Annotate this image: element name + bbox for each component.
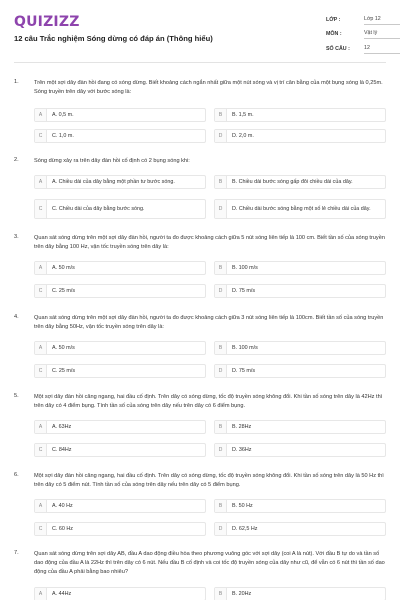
- option-letter: C: [35, 285, 47, 297]
- option-b[interactable]: [214, 108, 386, 122]
- meta-count-label: SỐ CÂU :: [326, 46, 350, 52]
- option-c[interactable]: [34, 284, 206, 298]
- option-letter: D: [215, 365, 227, 377]
- meta-subject-value: Vật lý: [364, 30, 400, 39]
- option-a[interactable]: [34, 499, 206, 513]
- option-letter: D: [215, 285, 227, 297]
- option-letter: C: [35, 444, 47, 456]
- option-text: C. 1,0 m.: [52, 132, 74, 139]
- question-text: Một sợi dây đàn hồi căng ngang, hai đầu cố định. Trên dây có sóng dừng, tốc độ truyền sóng không đổi. Khi tần số sóng trên dây là 42Hz thì trên dây có 4 điểm bụng. Tính tần số của sóng trên dây nếu trên dây có 6 điểm bụng.: [34, 394, 383, 409]
- meta-class-value: Lớp 12: [364, 16, 400, 25]
- meta-count-value: 12: [364, 45, 400, 54]
- option-letter: B: [215, 109, 227, 121]
- question-number: 7.: [14, 550, 19, 556]
- option-text: B. 20Hz: [232, 590, 252, 597]
- option-letter: C: [35, 523, 47, 535]
- option-letter: B: [215, 588, 227, 600]
- option-text: D. 75 m/s: [232, 287, 256, 294]
- option-d[interactable]: [214, 199, 386, 219]
- question-text: Một sợi dây đàn hồi căng ngang, hai đầu cố định. Trên dây có sóng dừng, tốc độ truyền sóng không đổi. Khi tần số sóng trên dây là 50 Hz thì trên dây có 5 điểm nút. Tính tần số của sóng trên dây nếu trên dây có 5 điểm bụng.: [34, 473, 384, 488]
- question-number: 4.: [14, 314, 19, 320]
- option-text: B. 1,5 m.: [232, 111, 254, 118]
- option-text: A. 40 Hz: [52, 502, 73, 509]
- option-text: C. 84Hz: [52, 446, 72, 453]
- question-text: Quan sát sóng dừng trên một sợi dây đàn hồi, người ta đo được khoảng cách giữa 5 nút sóng liên tiếp là 100 cm. Biết tần số của sóng truyền trên dây bằng 100 Hz, vận tốc truyền sóng trên dây là:: [34, 235, 385, 250]
- question-number: 1.: [14, 79, 19, 85]
- option-c[interactable]: [34, 522, 206, 536]
- question-number: 3.: [14, 234, 19, 240]
- option-letter: D: [215, 200, 227, 218]
- option-text: D. Chiều dài bước sóng bằng một số lẻ chiều dài của dây.: [232, 205, 371, 212]
- option-letter: D: [215, 523, 227, 535]
- option-d[interactable]: [214, 129, 386, 143]
- option-letter: A: [35, 176, 47, 188]
- option-a[interactable]: [34, 175, 206, 189]
- option-letter: A: [35, 588, 47, 600]
- meta-subject-label: MÔN :: [326, 31, 342, 37]
- option-a[interactable]: [34, 587, 206, 600]
- worksheet-header: [0, 0, 400, 62]
- option-text: D. 62,5 Hz: [232, 525, 258, 532]
- option-text: C. 60 Hz: [52, 525, 73, 532]
- question-text: Sóng dừng xảy ra trên dây đàn hồi cố định có 2 bụng sóng khi:: [34, 158, 190, 164]
- meta-class: [326, 16, 381, 23]
- option-letter: D: [215, 130, 227, 142]
- option-letter: B: [215, 176, 227, 188]
- option-text: D. 75 m/s: [232, 367, 256, 374]
- question-number: 5.: [14, 393, 19, 399]
- option-b[interactable]: [214, 341, 386, 355]
- option-d[interactable]: [214, 522, 386, 536]
- option-text: A. 44Hz: [52, 590, 72, 597]
- option-text: A. Chiều dài của dây bằng một phần tư bước sóng.: [52, 178, 175, 185]
- option-letter: B: [215, 500, 227, 512]
- question-text: Quan sát sóng dừng trên một sợi dây đàn hồi, người ta đo được khoảng cách giữa 3 nút sóng liên tiếp là 100cm. Biết tần số của sóng truyền trên dây bằng 50Hz, vận tốc truyền sóng trên dây là:: [34, 315, 384, 330]
- option-c[interactable]: [34, 129, 206, 143]
- option-text: B. 100 m/s: [232, 264, 258, 271]
- header-divider: [14, 62, 386, 63]
- question-text: Trên một sợi dây đàn hồi đang có sóng dừng. Biết khoảng cách ngắn nhất giữa một nút sóng và vị trí cân bằng của một bụng sóng là 0,25m. Sóng truyền trên dây với bước sóng là:: [34, 80, 383, 95]
- meta-class-label: LỚP :: [326, 17, 341, 23]
- option-c[interactable]: [34, 443, 206, 457]
- option-text: D. 36Hz: [232, 446, 252, 453]
- question-number: 6.: [14, 472, 19, 478]
- option-letter: A: [35, 500, 47, 512]
- meta-subject: [326, 30, 378, 37]
- option-text: C. 25 m/s: [52, 367, 76, 374]
- option-letter: B: [215, 421, 227, 433]
- option-letter: B: [215, 342, 227, 354]
- worksheet-title: 12 câu Trắc nghiệm Sóng dừng có đáp án (Thông hiểu): [14, 34, 213, 43]
- option-d[interactable]: [214, 443, 386, 457]
- option-text: B. 100 m/s: [232, 344, 258, 351]
- option-text: A. 63Hz: [52, 423, 72, 430]
- option-letter: A: [35, 421, 47, 433]
- option-letter: C: [35, 200, 47, 218]
- option-text: D. 2,0 m.: [232, 132, 254, 139]
- option-b[interactable]: [214, 499, 386, 513]
- option-c[interactable]: [34, 199, 206, 219]
- option-a[interactable]: [34, 108, 206, 122]
- option-a[interactable]: [34, 261, 206, 275]
- option-b[interactable]: [214, 261, 386, 275]
- option-letter: C: [35, 130, 47, 142]
- option-a[interactable]: [34, 420, 206, 434]
- option-letter: C: [35, 365, 47, 377]
- option-b[interactable]: [214, 587, 386, 600]
- question-number: 2.: [14, 157, 19, 163]
- option-c[interactable]: [34, 364, 206, 378]
- option-text: C. 25 m/s: [52, 287, 76, 294]
- option-text: B. Chiều dài bước sóng gấp đôi chiều dài của dây.: [232, 178, 353, 185]
- quizizz-logo: QUIZIZZ: [14, 14, 80, 30]
- option-letter: A: [35, 342, 47, 354]
- option-a[interactable]: [34, 341, 206, 355]
- option-d[interactable]: [214, 284, 386, 298]
- option-text: A. 50 m/s: [52, 264, 75, 271]
- option-b[interactable]: [214, 420, 386, 434]
- option-letter: A: [35, 109, 47, 121]
- meta-count: [326, 45, 370, 52]
- option-text: C. Chiều dài của dây bằng bước sóng.: [52, 205, 145, 212]
- option-letter: B: [215, 262, 227, 274]
- question-text: Quan sát sóng dừng trên sợi dây AB, đầu A dao động điều hòa theo phương vuông góc với sợi dây (coi A là nút). Với đầu B tự do và tần số dao động của đầu A là 22Hz thì trên dây có 6 nút. Nếu đầu B cố định và coi tốc độ truyền sóng của dây như cũ, để vẫn có 6 nút thì tần số dao động của đầu A phải bằng bao nhiêu?: [34, 551, 385, 575]
- option-d[interactable]: [214, 364, 386, 378]
- option-text: A. 50 m/s: [52, 344, 75, 351]
- option-text: A. 0,5 m.: [52, 111, 74, 118]
- option-letter: A: [35, 262, 47, 274]
- option-text: B. 28Hz: [232, 423, 252, 430]
- option-b[interactable]: [214, 175, 386, 189]
- option-letter: D: [215, 444, 227, 456]
- option-text: B. 50 Hz: [232, 502, 253, 509]
